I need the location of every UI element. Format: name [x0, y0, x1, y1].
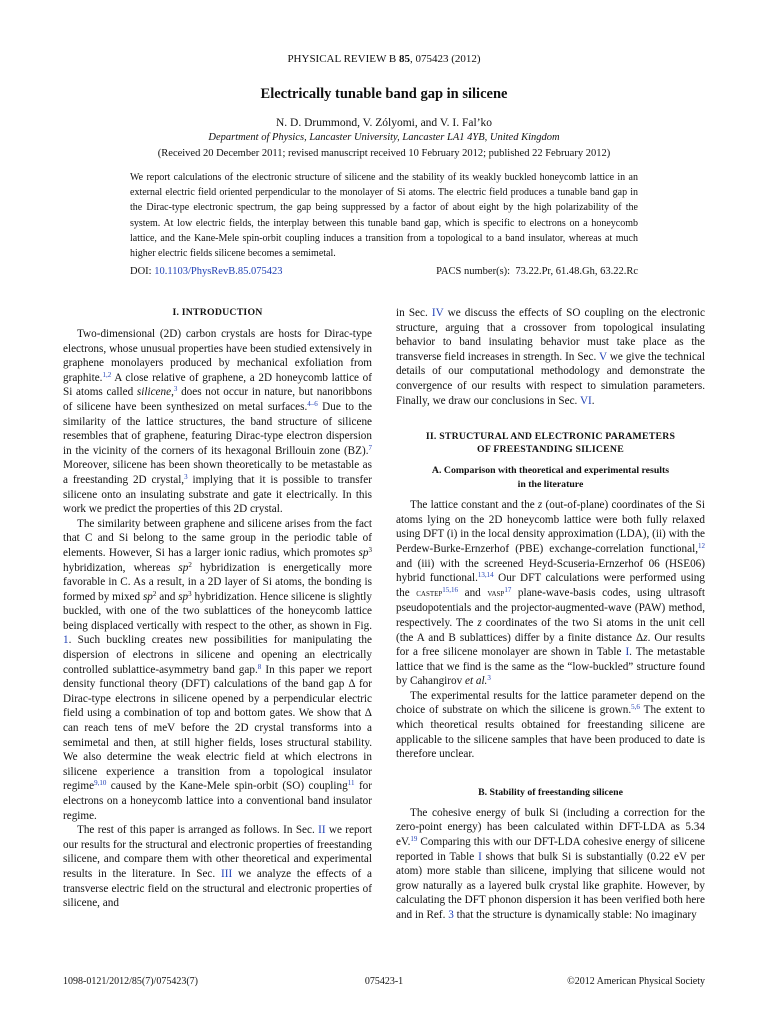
right-column [396, 306, 705, 923]
footer-page-number: 075423-1 [364, 976, 404, 987]
subsection-heading-stability: B. Stability of freestanding silicene [478, 786, 623, 798]
article-number: , 075423 (2012) [409, 53, 481, 65]
intro-paragraph-2: The similarity between graphene and silicene arises from the fact that C and Si belong to the same group in the periodic table of elements. However, Si has a larger ionic radius, which promotes $sp^3$ hybridization, whereas $sp^2$ hybridization is energetically more favorable in C. As a result, in a 2D layer of Si atoms, the bonding is formed by mixed $sp^2$ and $sp^3$ hybridization. Hence silicene is slightly buckled, with one of the two sublattices of the honeycomb lattice being displaced vertically with respect to the other, as shown in Fig. 1. Such buckling creates new possibilities for manipulating the dispersion of electrons in silicene and opening an electrically controlled sublattice-asymmetry band gap.$^8$ In this paper we report density functional theory (DFT) calculations of the band gap Δ for Dirac-type electrons in silicene opened by a perpendicular electric field using a combination of top and bottom gates. We show that Δ can reach tens of meV before the 2D crystal transforms into a semimetal and then, at still higher fields, loses structural stability. We also determine the weak electric field at which electrons in silicene experience a transition from a topological insulator regime$^{9,10}$ caused by the Kane-Mele spin-orbit (SO) coupling$^{11}$ for electrons on a honeycomb lattice into a conventional band insulator regime. [63, 517, 372, 822]
intro-paragraph-1: Two-dimensional (2D) carbon crystals are hosts for Dirac-type electrons, whose unusual properties have been studied extensively in graphene monolayers produced by mechanical exfoliation from graphite.$^{1,2}$ A close relative of graphene, a 2D honeycomb lattice of Si atoms called silicene,$^3$ does not occur in nature, but nanoribbons of silicene have been synthesized on metal surfaces.$^{4-6}$ Due to the similarity of the lattice structures, the band structure of silicene resembles that of graphene, featuring Dirac-type electron dispersion in the vicinity of the corners of its hexagonal Brillouin zone (BZ).$^7$ Moreover, silicene has been shown theoretically to be metastable as a freestanding 2D crystal,$^3$ implying that it is possible to transfer silicene onto an insulating substrate and gate it electrically. In this work we predict the properties of this 2D crystal. [63, 328, 373, 516]
sec2a-paragraph-2: The experimental results for the lattice parameter depend on the choice of substrate on which the silicene is grown.$^{5,6}$ The extent to which theoretical results obtained for freestanding silicene are applicable to the silicene samples that have been produced to date is therefore unclear. [396, 689, 705, 761]
footer-issn: 1098-0121/2012/85(7)/075423(7) [63, 976, 198, 987]
pacs-value: 73.22.Pr, 61.48.Gh, 63.22.Rc [515, 266, 638, 277]
doi-label: DOI: [130, 266, 152, 277]
pacs-numbers [436, 266, 638, 277]
journal-name: PHYSICAL REVIEW B [287, 53, 397, 65]
footer-copyright: ©2012 American Physical Society [567, 976, 705, 987]
sec2a-paragraph-1: The lattice constant and the z (out-of-plane) coordinates of the Si atoms lying on the 2D honeycomb lattice were both fully relaxed using DFT (i) in the local density approximation (LDA), (ii) with the Perdew-Burke-Ernzerhof (PBE) exchange-correlation functional,$^{12}$ and (iii) with the screened Heyd-Scuseria-Ernzerhof 06 (HSE06) hybrid functional.$^{13,14}$ Our DFT calculations were performed using the castep$^{15,16}$ and vasp$^{17}$ plane-wave-basis codes, using ultrasoft pseudopotentials and the projector-augmented-wave (PAW) method, respectively. The z coordinates of the two Si atoms in the unit cell (the A and B sublattices) differ by a finite distance Δz. Our results for a free silicene monolayer are shown in Table I. The metastable lattice that we find is the same as the “low-buckled” structure found by Cahangirov et al.$^3$ [396, 499, 706, 688]
sec2b-paragraph-1: The cohesive energy of bulk Si (including a correction for the zero-point energy) has been calculated within DFT-LDA as 5.34 eV.$^{19}$ Comparing this with our DFT-LDA cohesive energy of silicene reported in Table I shows that bulk Si is substantially (0.22 eV per atom) more stable than silicene, implying that silicene would not grow naturally as a layered bulk crystal like graphite. However, by calculating the DFT phonon dispersion it has been verified both here and in Ref. 3 that the structure is dynamically stable: No imaginary [396, 806, 705, 921]
doi-link[interactable]: 10.1103/PhysRevB.85.075423 [154, 266, 283, 277]
left-column [63, 306, 372, 911]
pacs-label: PACS number(s): [436, 266, 511, 277]
section-heading-introduction: I. INTRODUCTION [172, 307, 263, 318]
subsection-heading-comparison: A. Comparison with theoretical and experimental results in the literature [431, 465, 670, 491]
section-heading-structural: II. STRUCTURAL AND ELECTRONIC PARAMETERS OF FREESTANDING SILICENE [425, 431, 676, 456]
affiliation: Department of Physics, Lancaster University, Lancaster LA1 4YB, United Kingdom [208, 132, 560, 143]
abstract: We report calculations of the electronic structure of silicene and the stability of its weakly buckled honeycomb lattice in an external electric field oriented perpendicular to the monolayer of Si atoms. The electric field produces a tunable band gap in the Dirac-type electronic spectrum, the gap being suppressed by a factor of about eight by the high polarizability of the system. At low electric fields, the interplay between this tunable band gap, which is specific to electrons on a honeycomb lattice, and the Kane-Mele spin-orbit coupling induces a transition from a topological to a band insulator, whereas at much higher electric fields silicene becomes a semimetal. [130, 172, 638, 260]
journal-header [0, 53, 768, 65]
doi-row [130, 266, 638, 277]
authors: N. D. Drummond, V. Zólyomi, and V. I. Fal’ko [275, 117, 493, 129]
intro-paragraph-3-continued: in Sec. IV we discuss the effects of SO coupling on the electronic structure, arguing that a crossover from topological insulating behavior to band insulating behavior must take place as the transverse field increases in strength. In Sec. V we give the technical details of our computational methodology and demonstrate the convergence of our results with respect to simulation parameters. Finally, we draw our conclusions in Sec. VI. [396, 307, 706, 407]
paper-title: Electrically tunable band gap in silicene [260, 86, 508, 102]
received-dates: (Received 20 December 2011; revised manuscript received 10 February 2012; published 22 February 2012) [157, 148, 611, 159]
journal-volume: 85 [398, 53, 410, 65]
intro-paragraph-3: The rest of this paper is arranged as follows. In Sec. II we report our results for the structural and electronic properties of freestanding silicene, and compare them with other theoretical and experimental results in the literature. In Sec. III we analyze the effects of a transverse electric field on the structural and electronic properties of silicene, and [63, 824, 372, 910]
